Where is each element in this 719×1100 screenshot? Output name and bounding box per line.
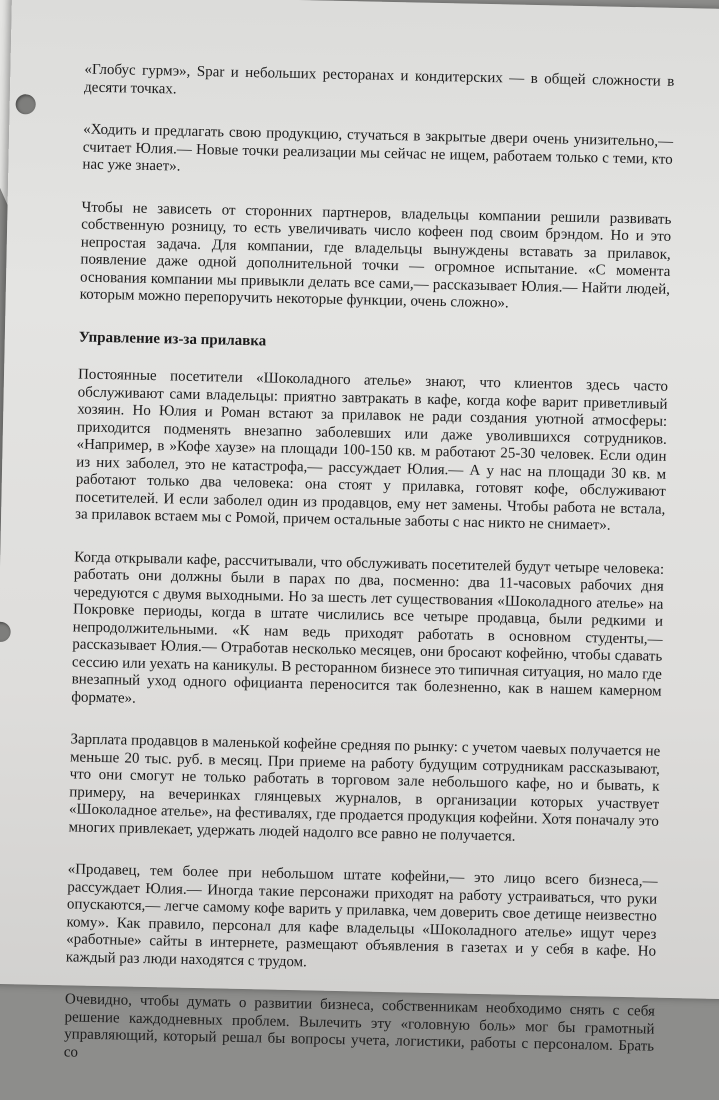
paragraph: Зарплата продавцов в маленькой кофейне средняя по рынку: с учетом чаевых получается не меньше 20 тыс. руб. в месяц. При приеме на работу будущим сотрудникам рассказывают, что они смогут не только работать в торговом зале небольшого кафе, но и бывать, к примеру, на вечеринках глянцевых журналов, в организации которых участвует «Шоколадное ателье», на фестивалях, где продается продукция кофейни. Хотя поначалу это многих привлекает, удержать людей надолго все равно не получается.	[68, 731, 661, 845]
punch-hole	[0, 622, 11, 642]
paragraph: Чтобы не зависеть от сторонних партнеров, владельцы компании решили развивать собственную розницу, то есть увеличивать число кофеен под своим брэндом. Но и это непростая задача. Для компании, где владельцы вынуждены вставать за прилавок, появление даже одной дополнительной точки — огромное испытание. «С момента основания компании мы привыкли делать все сами,— рассказывает Юлия.— Найти людей, которым можно перепоручить некоторые функции, очень сложно».	[79, 199, 672, 312]
punch-hole	[15, 94, 35, 114]
section-heading: Управление из-за прилавка	[78, 328, 267, 349]
paragraph: Очевидно, чтобы думать о развитии бизнеса, собственникам необходимо снять с себя решение каждодневных проблем. Вылечить эту «головную боль» мог бы грамотный управляющий, который решал бы вопросы учета, логистики, работы с персоналом. Брать со	[63, 991, 655, 1061]
paragraph: «Глобус гурмэ», Spar и небольших ресторанах и кондитерских — в общей сложности в десяти точках.	[83, 61, 675, 97]
paragraph: «Продавец, тем более при небольшом штате кофейни,— это лицо всего бизнеса,— рассуждает Юлия.— Иногда такие персонажи приходят на работу устраиваться, что руки опускаются,— легче самому кофе варить у прилавка, чем доверить свое детище неизвестно кому». Как правило, персонал для кафе владельцы «Шоколадного ателье» ищут через «работные» сайты в интернете, размещают объявления в газетах и у себя в кафе. Но каждый раз люди находятся с трудом.	[65, 861, 658, 970]
page-text-body	[63, 62, 674, 1099]
paragraph: Постоянные посетители «Шоколадного ателье» знают, что клиентов здесь часто обслуживают сами владельцы: приятно завтракать в кафе, когда кофе варит приветливый хозяин. Но Юлия и Роман встают за прилавок не ради создания уютной атмосферы: приходится подменять внезапно заболевших или даже уволившихся сотрудников. «Например, в »Кофе хаузе» на площади 100-150 кв. м работают 25-30 человек. Если один из них заболел, это не катастрофа,— рассуждает Юлия.— А у нас на площади 30 кв. м работают только два человека: она стоят у прилавка, готовят кофе, обслуживают посетителей. И если заболел один из продавцов, ему нет замены. Чтобы работа не встала, за прилавок встаем мы с Ромой, причем остальные заботы с нас никто не снимает».	[74, 366, 669, 534]
paragraph: Когда открывали кафе, рассчитывали, что обслуживать посетителей будут четыре человека: работать они должны были в парах по два, посменно: два 11-часовых рабочих дня чередуются с двумя выходными. Но за шесть лет существования «Шоколадного ателье» на Покровке периоды, когда в штате числились все четыре продавца, были редкими и непродолжительными. «К нам ведь приходят работать в основном студенты,— рассказывает Юлия.— Отработав несколько месяцев, они бросают кофейню, чтобы сдавать сессию или уехать на каникулы. В ресторанном бизнесе это типичная ситуация, но мало где внезапный уход одного официанта переносится так болезненно, как в нашем камерном формате».	[71, 548, 665, 707]
paragraph: «Ходить и предлагать свою продукцию, стучаться в закрытые двери очень унизительно,— считает Юлия.— Новые точки реализации мы сейчас не ищем, работаем только с теми, кто нас уже знает».	[82, 121, 674, 175]
